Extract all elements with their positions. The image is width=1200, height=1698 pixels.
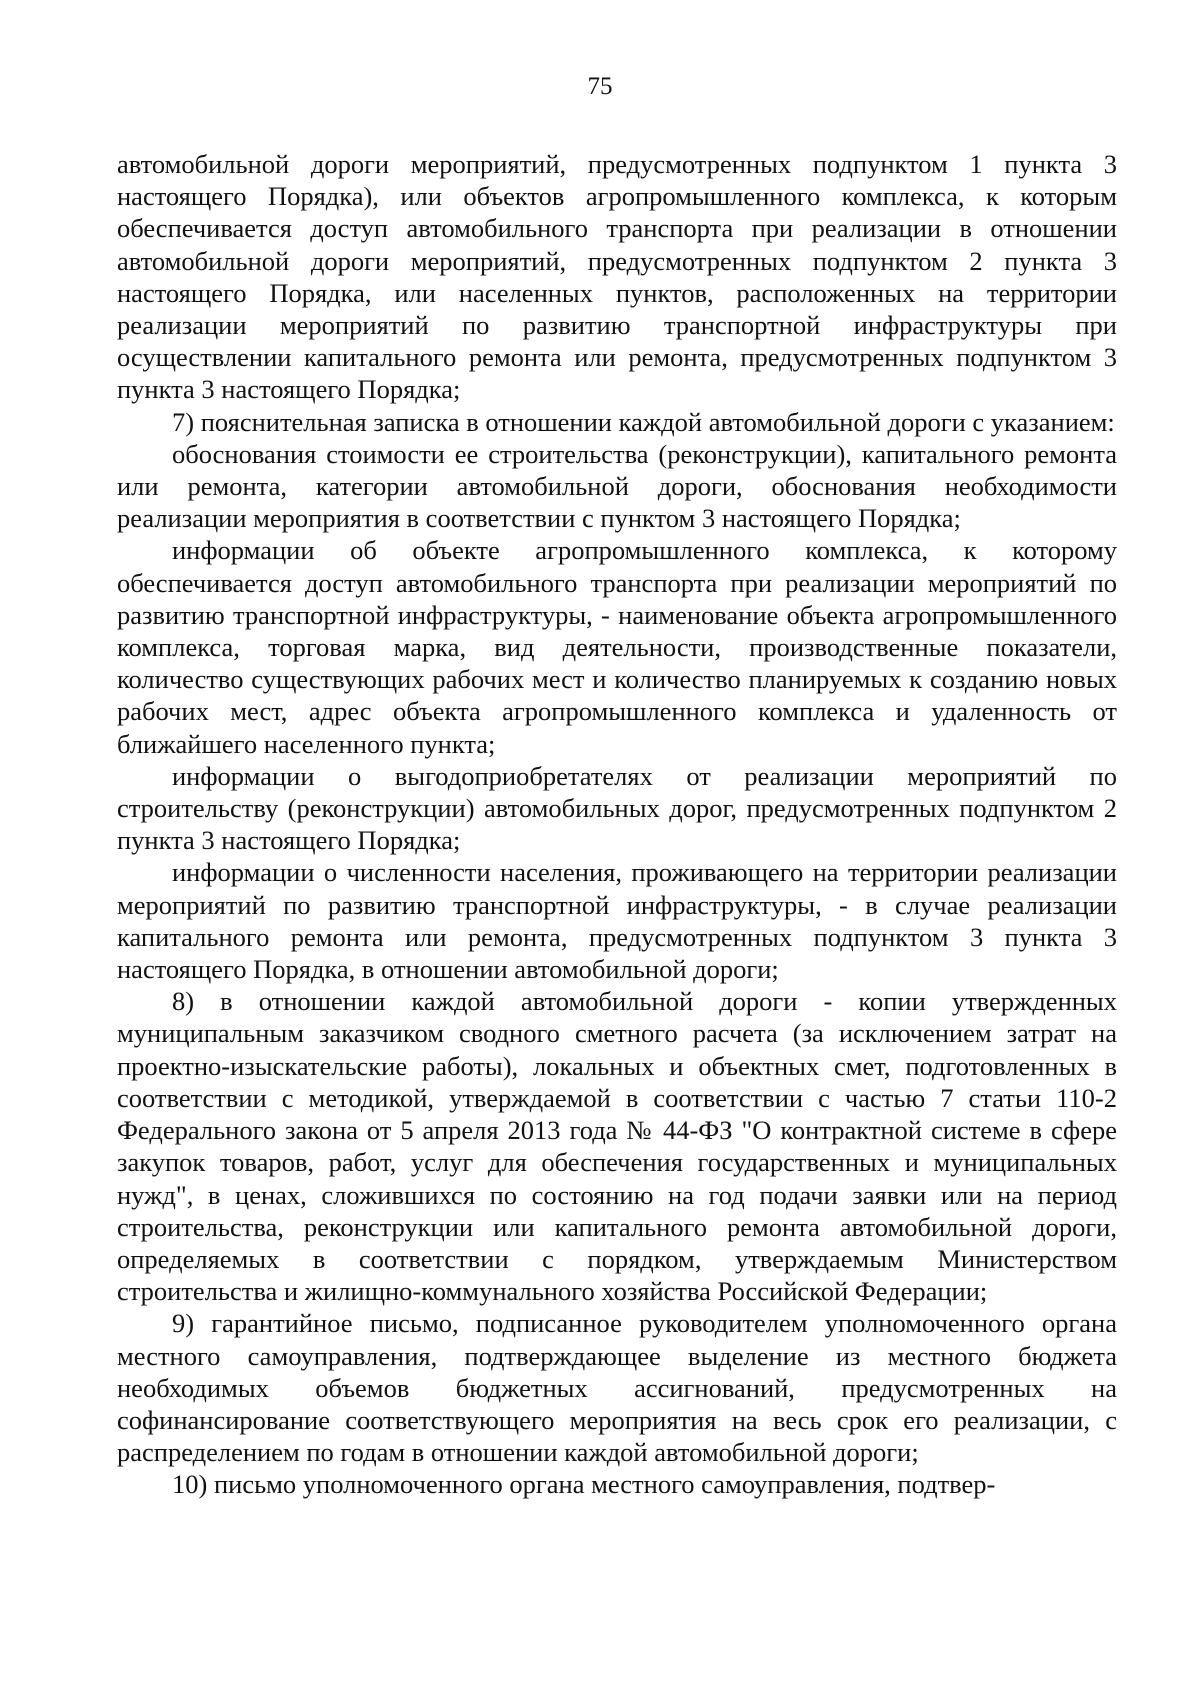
paragraph-cost-justification: обоснования стоимости ее строительства (реконструкции), капитального ремонта или ремонта, категории автомобильной дороги, обоснования необходимости реализации мероприятия в соответствии с пунктом 3 настоящего Порядка; xyxy=(117,438,1117,534)
body-text xyxy=(117,148,1117,1501)
paragraph-continuation: автомобильной дороги мероприятий, предусмотренных подпунктом 1 пункта 3 настоящего Порядка), или объектов агропромышленного комплекса, к которым обеспечивается доступ автомобильного транспорта при реализации в отношении автомобильной дороги мероприятий, предусмотренных подпунктом 2 пункта 3 настоящего Порядка, или населенных пунктов, расположенных на территории реализации мероприятий по развитию транспортной инфраструктуры при осуществлении капитального ремонта или ремонта, предусмотренных подпунктом 3 пункта 3 настоящего Порядка; xyxy=(117,149,1117,405)
page-number: 75 xyxy=(587,73,613,100)
paragraph-beneficiaries-info: информации о выгодоприобретателях от реализации мероприятий по строительству (реконструкции) автомобильных дорог, предусмотренных подпунктом 2 пункта 3 настоящего Порядка; xyxy=(117,760,1117,856)
paragraph-item-10: 10) письмо уполномоченного органа местного самоуправления, подтвер- xyxy=(172,1469,996,1500)
paragraph-agro-object-info: информации об объекте агропромышленного комплекса, к которому обеспечивается доступ автомобильного транспорта при реализации мероприятий по развитию транспортной инфраструктуры, - наименование объекта агропромышленного комплекса, торговая марка, вид деятельности, производственные показатели, количество существующих рабочих мест и количество планируемых к созданию новых рабочих мест, адрес объекта агропромышленного комплекса и удаленность от ближайшего населенного пункта; xyxy=(117,535,1117,759)
paragraph-population-info: информации о численности населения, проживающего на территории реализации мероприятий по развитию транспортной инфраструктуры, - в случае реализации капитального ремонта или ремонта, предусмотренных подпунктом 3 пункта 3 настоящего Порядка, в отношении автомобильной дороги; xyxy=(117,857,1117,985)
paragraph-item-8: 8) в отношении каждой автомобильной дороги - копии утвержденных муниципальным заказчиком сводного сметного расчета (за исключением затрат на проектно-изыскательские работы), локальных и объектных смет, подготовленных в соответствии с методикой, утверждаемой в соответствии с частью 7 статьи 110-2 Федерального закона от 5 апреля 2013 года № 44-ФЗ "О контрактной системе в сфере закупок товаров, работ, услуг для обеспечения государственных и муниципальных нужд", в ценах, сложившихся по состоянию на год подачи заявки или на период строительства, реконструкции или капитального ремонта автомобильной дороги, определяемых в соответствии с порядком, утверждаемым Министерством строительства и жилищно-коммунального хозяйства Российской Федерации; xyxy=(117,986,1117,1307)
paragraph-item-9: 9) гарантийное письмо, подписанное руководителем уполномоченного органа местного самоуправления, подтверждающее выделение из местного бюджета необходимых объемов бюджетных ассигнований, предусмотренных на софинансирование соответствующего мероприятия на весь срок его реализации, с распределением по годам в отношении каждой автомобильной дороги; xyxy=(117,1308,1117,1468)
paragraph-item-7: 7) пояснительная записка в отношении каждой автомобильной дороги с указанием: xyxy=(172,406,1115,437)
